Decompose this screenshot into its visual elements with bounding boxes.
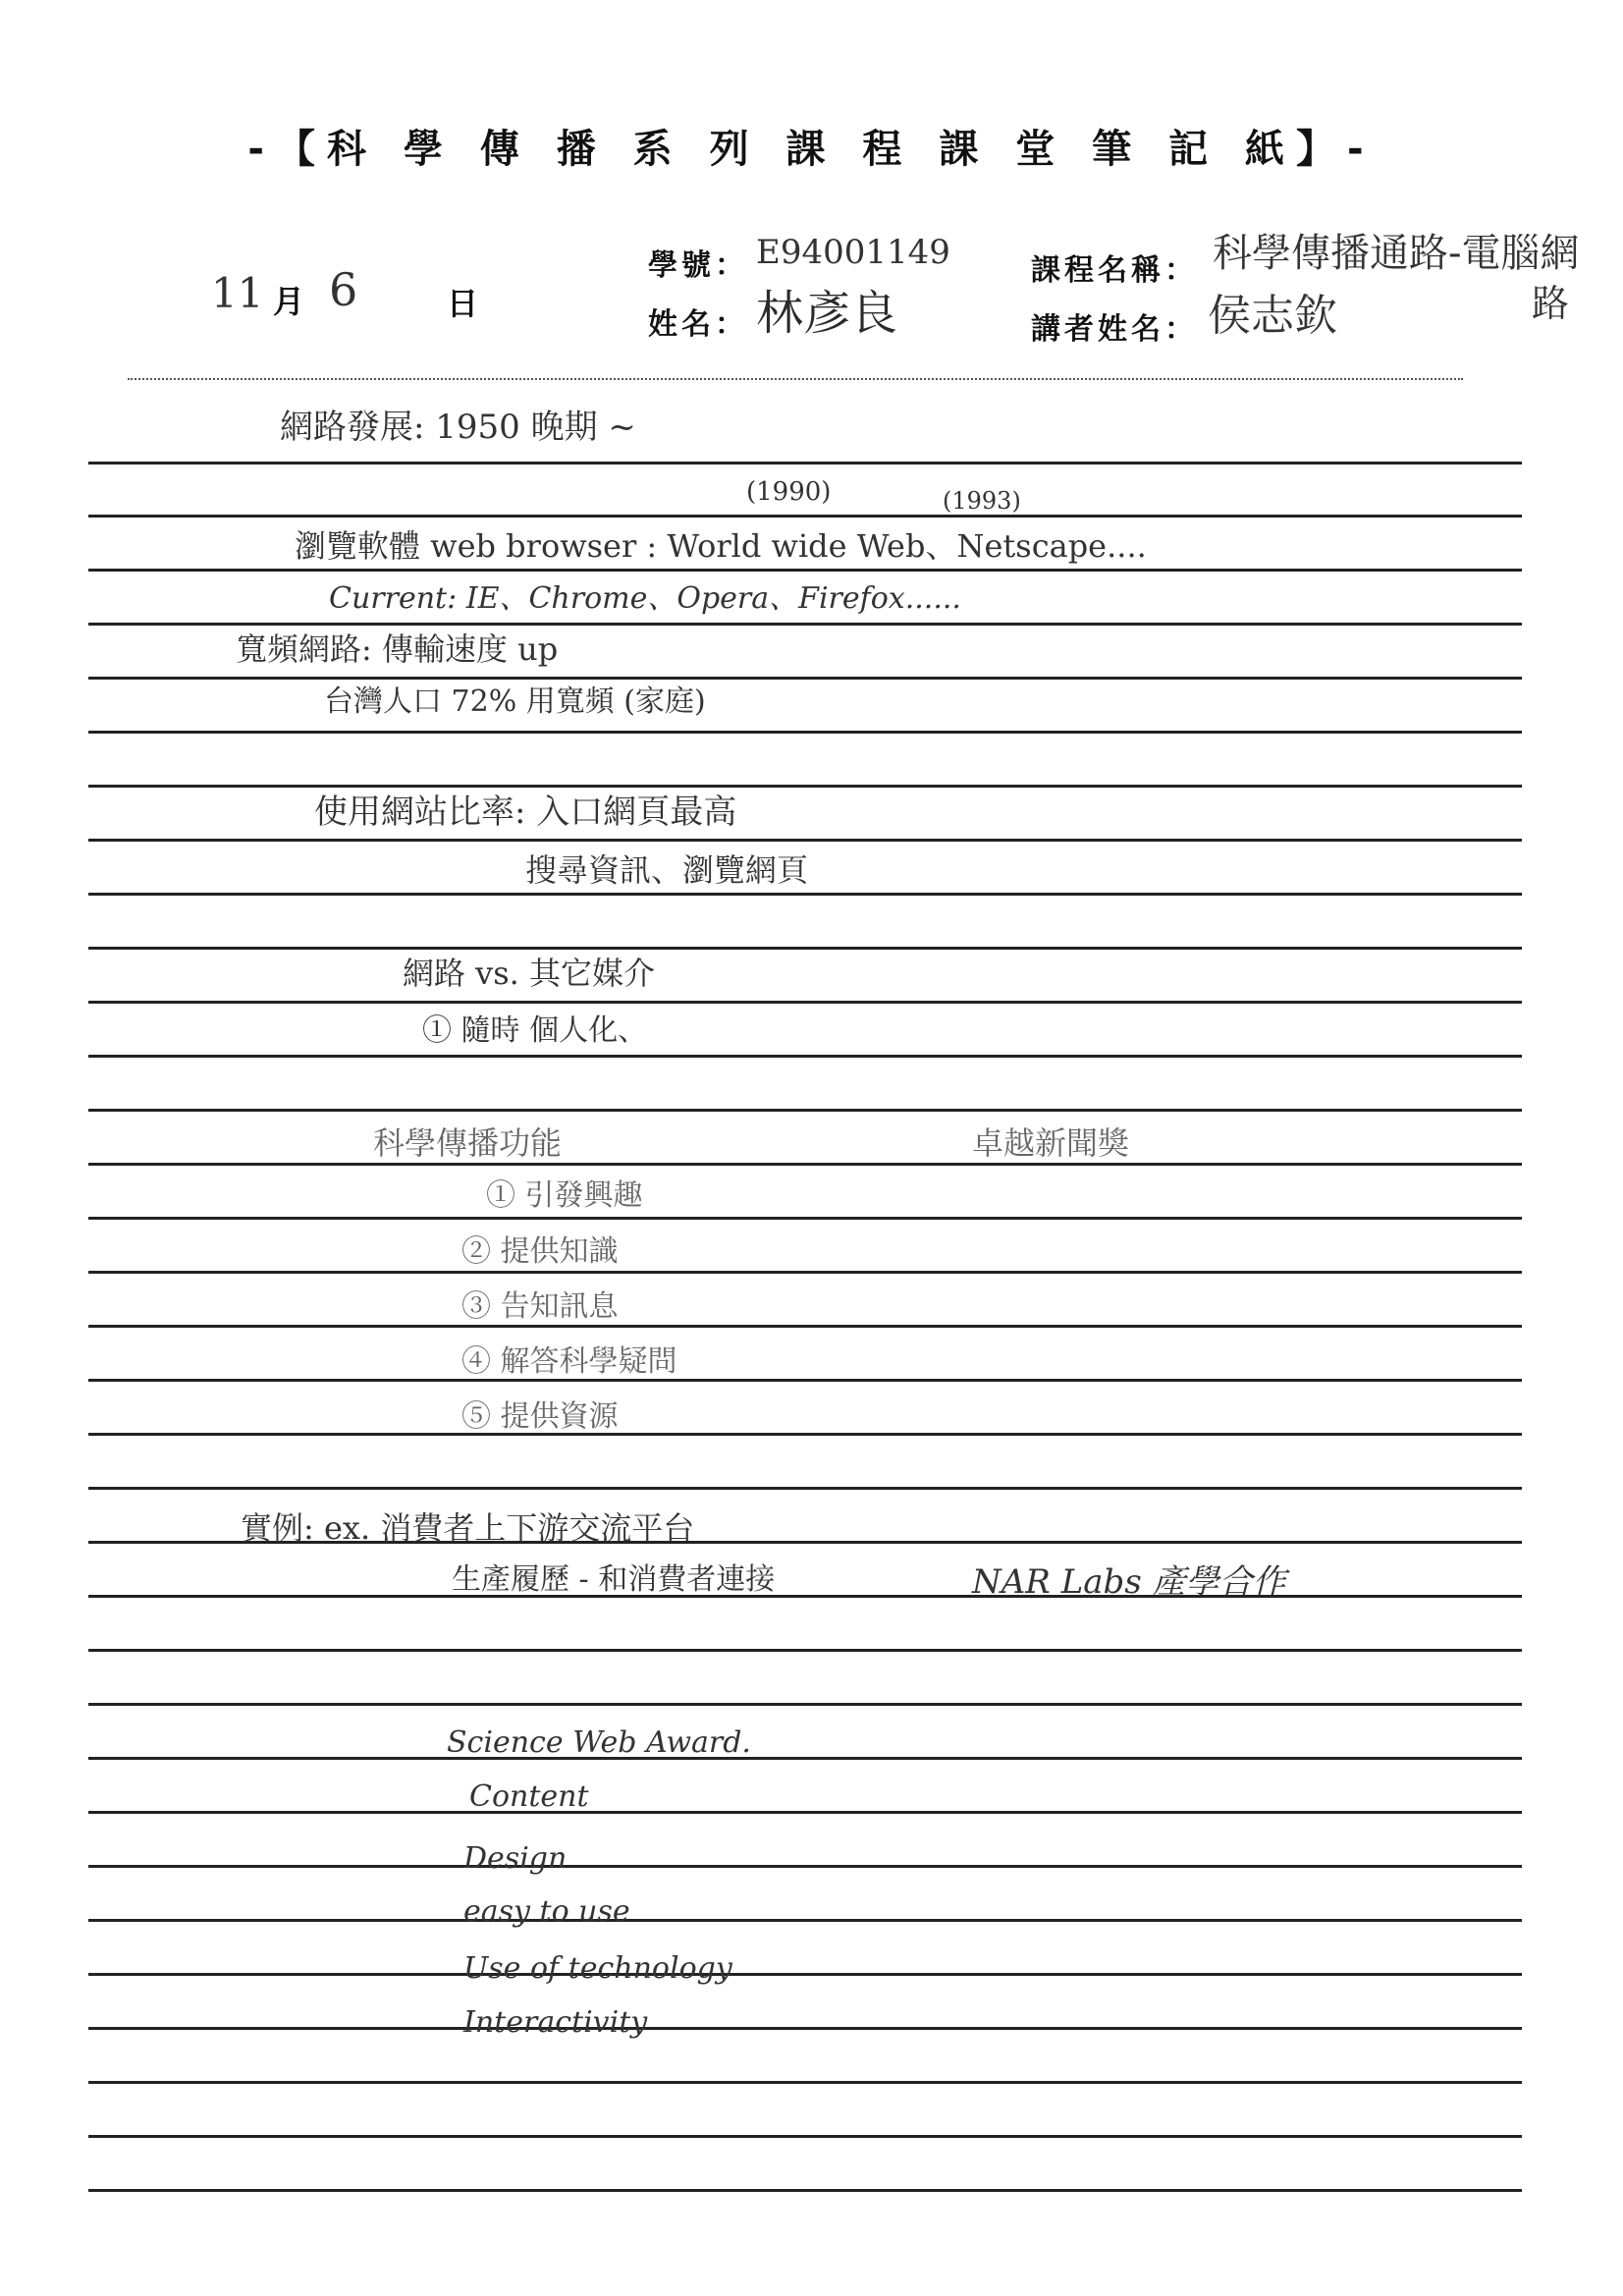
ruled-line xyxy=(88,1271,1522,1274)
course-value: 科學傳播通路-電腦網 xyxy=(1213,231,1580,276)
note-line: ⑤ 提供資源 xyxy=(461,1399,619,1434)
header-divider xyxy=(128,378,1463,380)
ruled-line xyxy=(88,1433,1522,1436)
date-day: 6 xyxy=(329,263,358,316)
ruled-line xyxy=(88,1811,1522,1814)
note-line: 使用網站比率: 入口網頁最高 xyxy=(314,793,737,832)
note-line: 台灣人口 72% 用寬頻 (家庭) xyxy=(324,684,706,719)
page-title: -【科 學 傳 播 系 列 課 程 課 堂 筆 記 紙】- xyxy=(247,127,1376,172)
course-label: 課程名稱： xyxy=(1031,253,1198,288)
ruled-line xyxy=(88,2081,1522,2084)
ruled-line xyxy=(88,839,1522,842)
ruled-line xyxy=(88,1757,1522,1760)
ruled-line xyxy=(88,1163,1522,1166)
ruled-line xyxy=(88,1055,1522,1058)
note-line: ① 隨時 個人化、 xyxy=(422,1013,648,1048)
name-value: 林彥良 xyxy=(756,286,898,341)
ruled-line xyxy=(88,785,1522,788)
note-line: 卓越新聞獎 xyxy=(972,1124,1130,1162)
ruled-line xyxy=(88,893,1522,896)
ruled-line xyxy=(88,2189,1522,2192)
date-day-label: 日 xyxy=(447,285,483,322)
ruled-line xyxy=(88,731,1522,734)
ruled-line xyxy=(88,569,1522,572)
note-line: (1993) xyxy=(943,487,1021,515)
note-line: ② 提供知識 xyxy=(461,1234,619,1269)
ruled-line xyxy=(88,947,1522,950)
course-value-continued: 路 xyxy=(1532,282,1570,325)
ruled-line xyxy=(88,1595,1522,1598)
note-line: Current: IE、Chrome、Opera、Firefox...... xyxy=(329,581,961,616)
note-line: 網路發展: 1950 晚期 ~ xyxy=(280,408,636,447)
speaker-label: 講者姓名： xyxy=(1031,312,1198,347)
note-line: 搜尋資訊、瀏覽網頁 xyxy=(525,851,809,889)
ruled-line xyxy=(88,1379,1522,1382)
ruled-line xyxy=(88,2027,1522,2030)
note-line: 科學傳播功能 xyxy=(373,1124,563,1162)
ruled-line xyxy=(88,1325,1522,1328)
student-id-value: E94001149 xyxy=(756,233,950,272)
note-line: Design xyxy=(463,1841,568,1876)
note-line: (1990) xyxy=(746,477,832,507)
ruled-line xyxy=(88,1865,1522,1868)
ruled-line xyxy=(88,1649,1522,1652)
note-line: ① 引發興趣 xyxy=(486,1178,643,1213)
speaker-value: 侯志欽 xyxy=(1208,291,1337,341)
student-id-label: 學號： xyxy=(648,248,748,283)
ruled-line xyxy=(88,1973,1522,1976)
ruled-line xyxy=(88,1703,1522,1706)
ruled-line xyxy=(88,1001,1522,1004)
note-line: Science Web Award. xyxy=(447,1725,751,1760)
date-month: 11 xyxy=(211,269,264,317)
note-line: Use of technology xyxy=(463,1951,732,1986)
ruled-line xyxy=(88,1487,1522,1490)
name-label: 姓名： xyxy=(648,307,748,342)
ruled-line xyxy=(88,2135,1522,2138)
note-line: 瀏覽軟體 web browser : World wide Web、Netscape.... xyxy=(295,527,1147,565)
note-line: 網路 vs. 其它媒介 xyxy=(403,955,656,992)
ruled-line xyxy=(88,677,1522,680)
note-line: NAR Labs 產學合作 xyxy=(972,1562,1286,1602)
ruled-line xyxy=(88,462,1522,465)
ruled-line xyxy=(88,1109,1522,1112)
ruled-line xyxy=(88,623,1522,626)
ruled-line xyxy=(88,515,1522,518)
note-line: ③ 告知訊息 xyxy=(461,1289,619,1324)
note-line: 實例: ex. 消費者上下游交流平台 xyxy=(241,1509,695,1547)
note-line: 生產履歷 - 和消費者連接 xyxy=(452,1562,776,1597)
ruled-line xyxy=(88,1217,1522,1220)
date-month-label: 月 xyxy=(273,283,309,320)
ruled-line xyxy=(88,1919,1522,1922)
note-line: 寬頻網路: 傳輸速度 up xyxy=(236,630,559,668)
note-line: Content xyxy=(469,1779,589,1814)
note-line: Interactivity xyxy=(463,2005,648,2040)
note-line: easy to use xyxy=(463,1894,630,1929)
note-line: ④ 解答科學疑問 xyxy=(461,1344,677,1379)
